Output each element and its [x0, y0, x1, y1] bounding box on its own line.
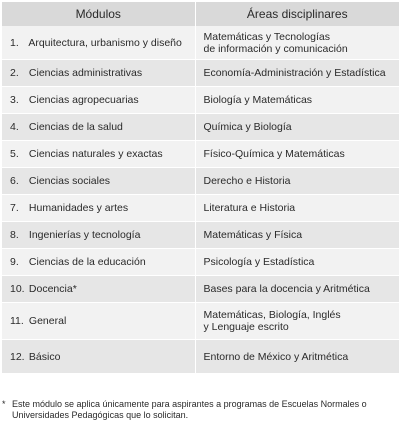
areas-cell	[195, 168, 399, 195]
module-name: Básico	[28, 350, 61, 363]
row-number: 5.	[10, 148, 19, 160]
row-number: 12.	[10, 350, 25, 363]
module-cell	[2, 114, 195, 141]
areas-text: Psicología y Estadística	[203, 256, 315, 268]
module-name: Ciencias agropecuarias	[28, 94, 139, 106]
module-name: Ingenierías y tecnología	[28, 229, 141, 241]
module-name: Arquitectura, urbanismo y diseño	[28, 36, 182, 49]
module-name: Ciencias de la salud	[28, 121, 123, 133]
footnote-marker: *	[2, 399, 6, 409]
module-name: Ciencias naturales y exactas	[28, 148, 163, 160]
module-cell	[2, 87, 195, 114]
areas-cell	[195, 340, 399, 374]
areas-cell	[195, 195, 399, 222]
areas-cell	[195, 114, 399, 141]
table-row	[2, 222, 399, 249]
row-number: 11.	[10, 315, 24, 327]
table-header-row	[2, 2, 399, 26]
areas-text: Química y Biología	[203, 121, 292, 133]
table-row	[2, 195, 399, 222]
module-name: Docencia*	[28, 283, 77, 295]
areas-text: Físico-Química y Matemáticas	[203, 148, 345, 160]
areas-cell	[195, 303, 399, 340]
modules-table	[2, 2, 399, 374]
row-number: 8.	[10, 229, 19, 241]
module-name: Humanidades y artes	[28, 202, 129, 214]
areas-text: Bases para la docencia y Aritmética	[203, 283, 370, 295]
row-number: 10.	[10, 283, 25, 295]
modules-table-container	[2, 2, 399, 374]
table-row	[2, 303, 399, 340]
table-row	[2, 249, 399, 276]
table-row	[2, 276, 399, 303]
areas-cell	[195, 87, 399, 114]
module-cell	[2, 141, 195, 168]
areas-cell	[195, 276, 399, 303]
module-cell	[2, 195, 195, 222]
areas-text: Entorno de México y Aritmética	[203, 350, 349, 363]
module-name: Ciencias administrativas	[28, 67, 143, 79]
table-row	[2, 60, 399, 87]
header-modules: Módulos	[2, 2, 195, 26]
module-cell	[2, 168, 195, 195]
module-cell	[2, 26, 195, 60]
table-row	[2, 168, 399, 195]
areas-cell	[195, 60, 399, 87]
module-cell	[2, 222, 195, 249]
row-number: 9.	[10, 256, 19, 268]
footnote	[2, 399, 402, 421]
module-name: General	[28, 315, 67, 327]
areas-text: Derecho e Historia	[203, 175, 291, 187]
areas-cell	[195, 249, 399, 276]
row-number: 3.	[10, 94, 19, 106]
areas-text: Matemáticas y Tecnologías de información y comunicación	[203, 30, 348, 55]
table-row	[2, 141, 399, 168]
areas-text: Literatura e Historia	[203, 202, 296, 214]
areas-cell	[195, 222, 399, 249]
footnote-line-2: Universidades Pedagógicas que lo solicitan.	[12, 410, 189, 420]
areas-cell	[195, 141, 399, 168]
row-number: 2.	[10, 67, 19, 79]
table-row	[2, 87, 399, 114]
footnote-line-1: Este módulo se aplica únicamente para aspirantes a programas de Escuelas Normales o	[12, 399, 367, 409]
areas-text: Economía-Administración y Estadística	[203, 67, 386, 79]
module-cell	[2, 303, 195, 340]
module-cell	[2, 60, 195, 87]
module-name: Ciencias sociales	[28, 175, 111, 187]
table-row	[2, 340, 399, 374]
module-cell	[2, 276, 195, 303]
areas-text: Biología y Matemáticas	[203, 94, 313, 106]
areas-text: Matemáticas, Biología, Inglés y Lenguaje escrito	[203, 309, 341, 333]
module-cell	[2, 249, 195, 276]
header-areas: Áreas disciplinares	[195, 2, 399, 26]
module-name: Ciencias de la educación	[28, 256, 146, 268]
table-row	[2, 114, 399, 141]
areas-cell	[195, 26, 399, 60]
areas-text: Matemáticas y Física	[203, 229, 303, 241]
table-row	[2, 26, 399, 60]
row-number: 7.	[10, 202, 19, 214]
row-number: 6.	[10, 175, 19, 187]
row-number: 1.	[10, 36, 19, 49]
row-number: 4.	[10, 121, 19, 133]
module-cell	[2, 340, 195, 374]
